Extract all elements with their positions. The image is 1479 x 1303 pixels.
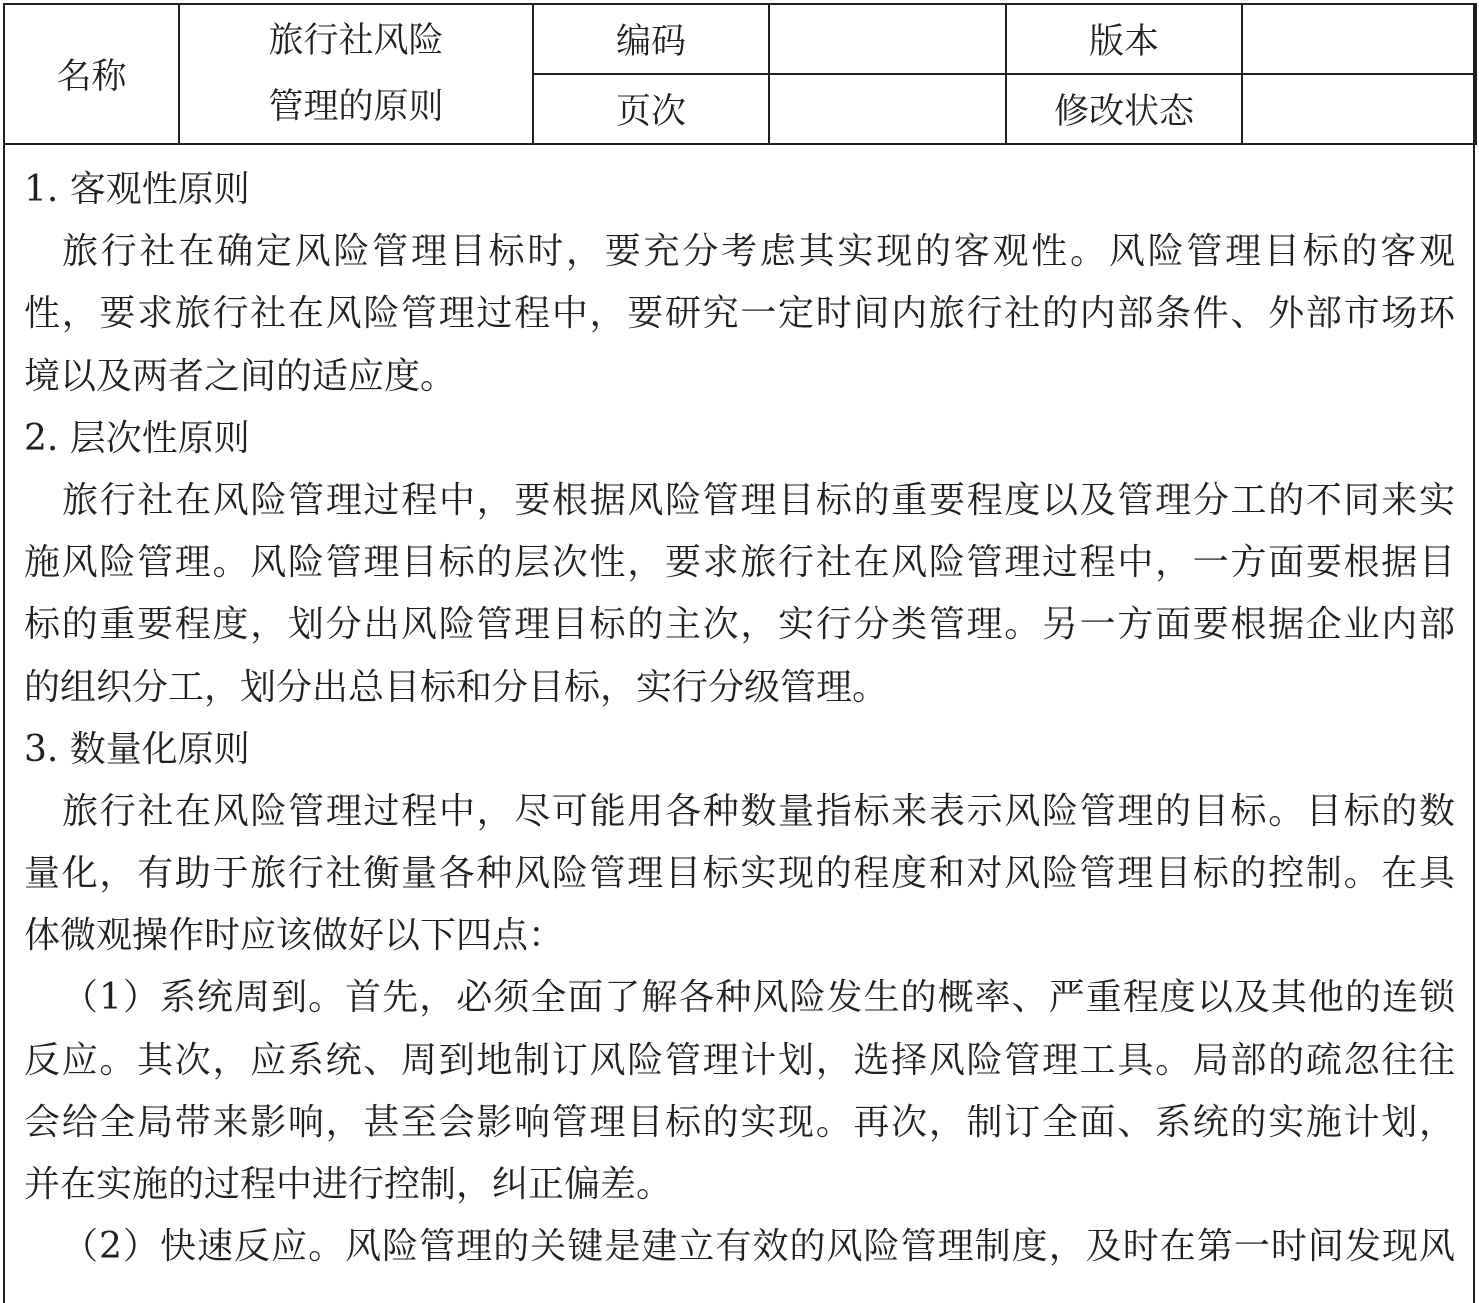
revision-label: 修改状态 xyxy=(1006,74,1242,144)
paragraph-line: 反应。其次，应系统、周到地制订风险管理计划，选择风险管理工具。局部的疏忽往往 xyxy=(24,1039,1455,1081)
name-label: 名称 xyxy=(4,4,179,144)
section-heading: 1. 客观性原则 xyxy=(24,169,250,210)
paragraph-line: 会给全局带来影响，甚至会影响管理目标的实现。再次，制订全面、系统的实施计划， xyxy=(24,1101,1455,1143)
paragraph-line: （1）系统周到。首先，必须全面了解各种风险发生的概率、严重程度以及其他的连锁 xyxy=(62,977,1455,1019)
paragraph-line: 旅行社在确定风险管理目标时，要充分考虑其实现的客观性。风险管理目标的客观 xyxy=(62,231,1455,273)
paragraph-line: 的组织分工，划分出总目标和分目标，实行分级管理。 xyxy=(24,666,889,708)
revision-value xyxy=(1242,74,1476,144)
section-heading: 2. 层次性原则 xyxy=(24,417,250,459)
name-value-line-2: 管理的原则 xyxy=(268,87,444,127)
version-label: 版本 xyxy=(1006,4,1242,74)
paragraph-line: 标的重要程度，划分出风险管理目标的主次，实行分类管理。另一方面要根据企业内部 xyxy=(24,604,1455,646)
page-value xyxy=(769,74,1006,144)
paragraph-line: 施风险管理。风险管理目标的层次性，要求旅行社在风险管理过程中，一方面要根据目 xyxy=(24,542,1455,584)
document-header-table xyxy=(3,3,1477,145)
name-value xyxy=(179,4,533,144)
document-body xyxy=(24,159,1455,1278)
paragraph-line: （2）快速反应。风险管理的关键是建立有效的风险管理制度，及时在第一时间发现风 xyxy=(62,1226,1455,1268)
version-value xyxy=(1242,4,1476,74)
paragraph-line: 体微观操作时应该做好以下四点： xyxy=(24,915,565,957)
paragraph-line: 旅行社在风险管理过程中，尽可能用各种数量指标来表示风险管理的目标。目标的数 xyxy=(62,790,1455,832)
paragraph-line: 量化，有助于旅行社衡量各种风险管理目标实现的程度和对风险管理目标的控制。在具 xyxy=(24,853,1455,895)
paragraph-line: 性，要求旅行社在风险管理过程中，要研究一定时间内旅行社的内部条件、外部市场环 xyxy=(24,293,1455,335)
code-value xyxy=(769,4,1006,74)
paragraph-line: 旅行社在风险管理过程中，要根据风险管理目标的重要程度以及管理分工的不同来实 xyxy=(62,479,1455,521)
page-label: 页次 xyxy=(533,74,769,144)
paragraph-line: 境以及两者之间的适应度。 xyxy=(24,355,457,397)
paragraph-line: 并在实施的过程中进行控制，纠正偏差。 xyxy=(24,1164,673,1205)
code-label: 编码 xyxy=(533,4,769,74)
name-value-line-1: 旅行社风险 xyxy=(268,21,444,61)
section-heading: 3. 数量化原则 xyxy=(24,728,250,770)
